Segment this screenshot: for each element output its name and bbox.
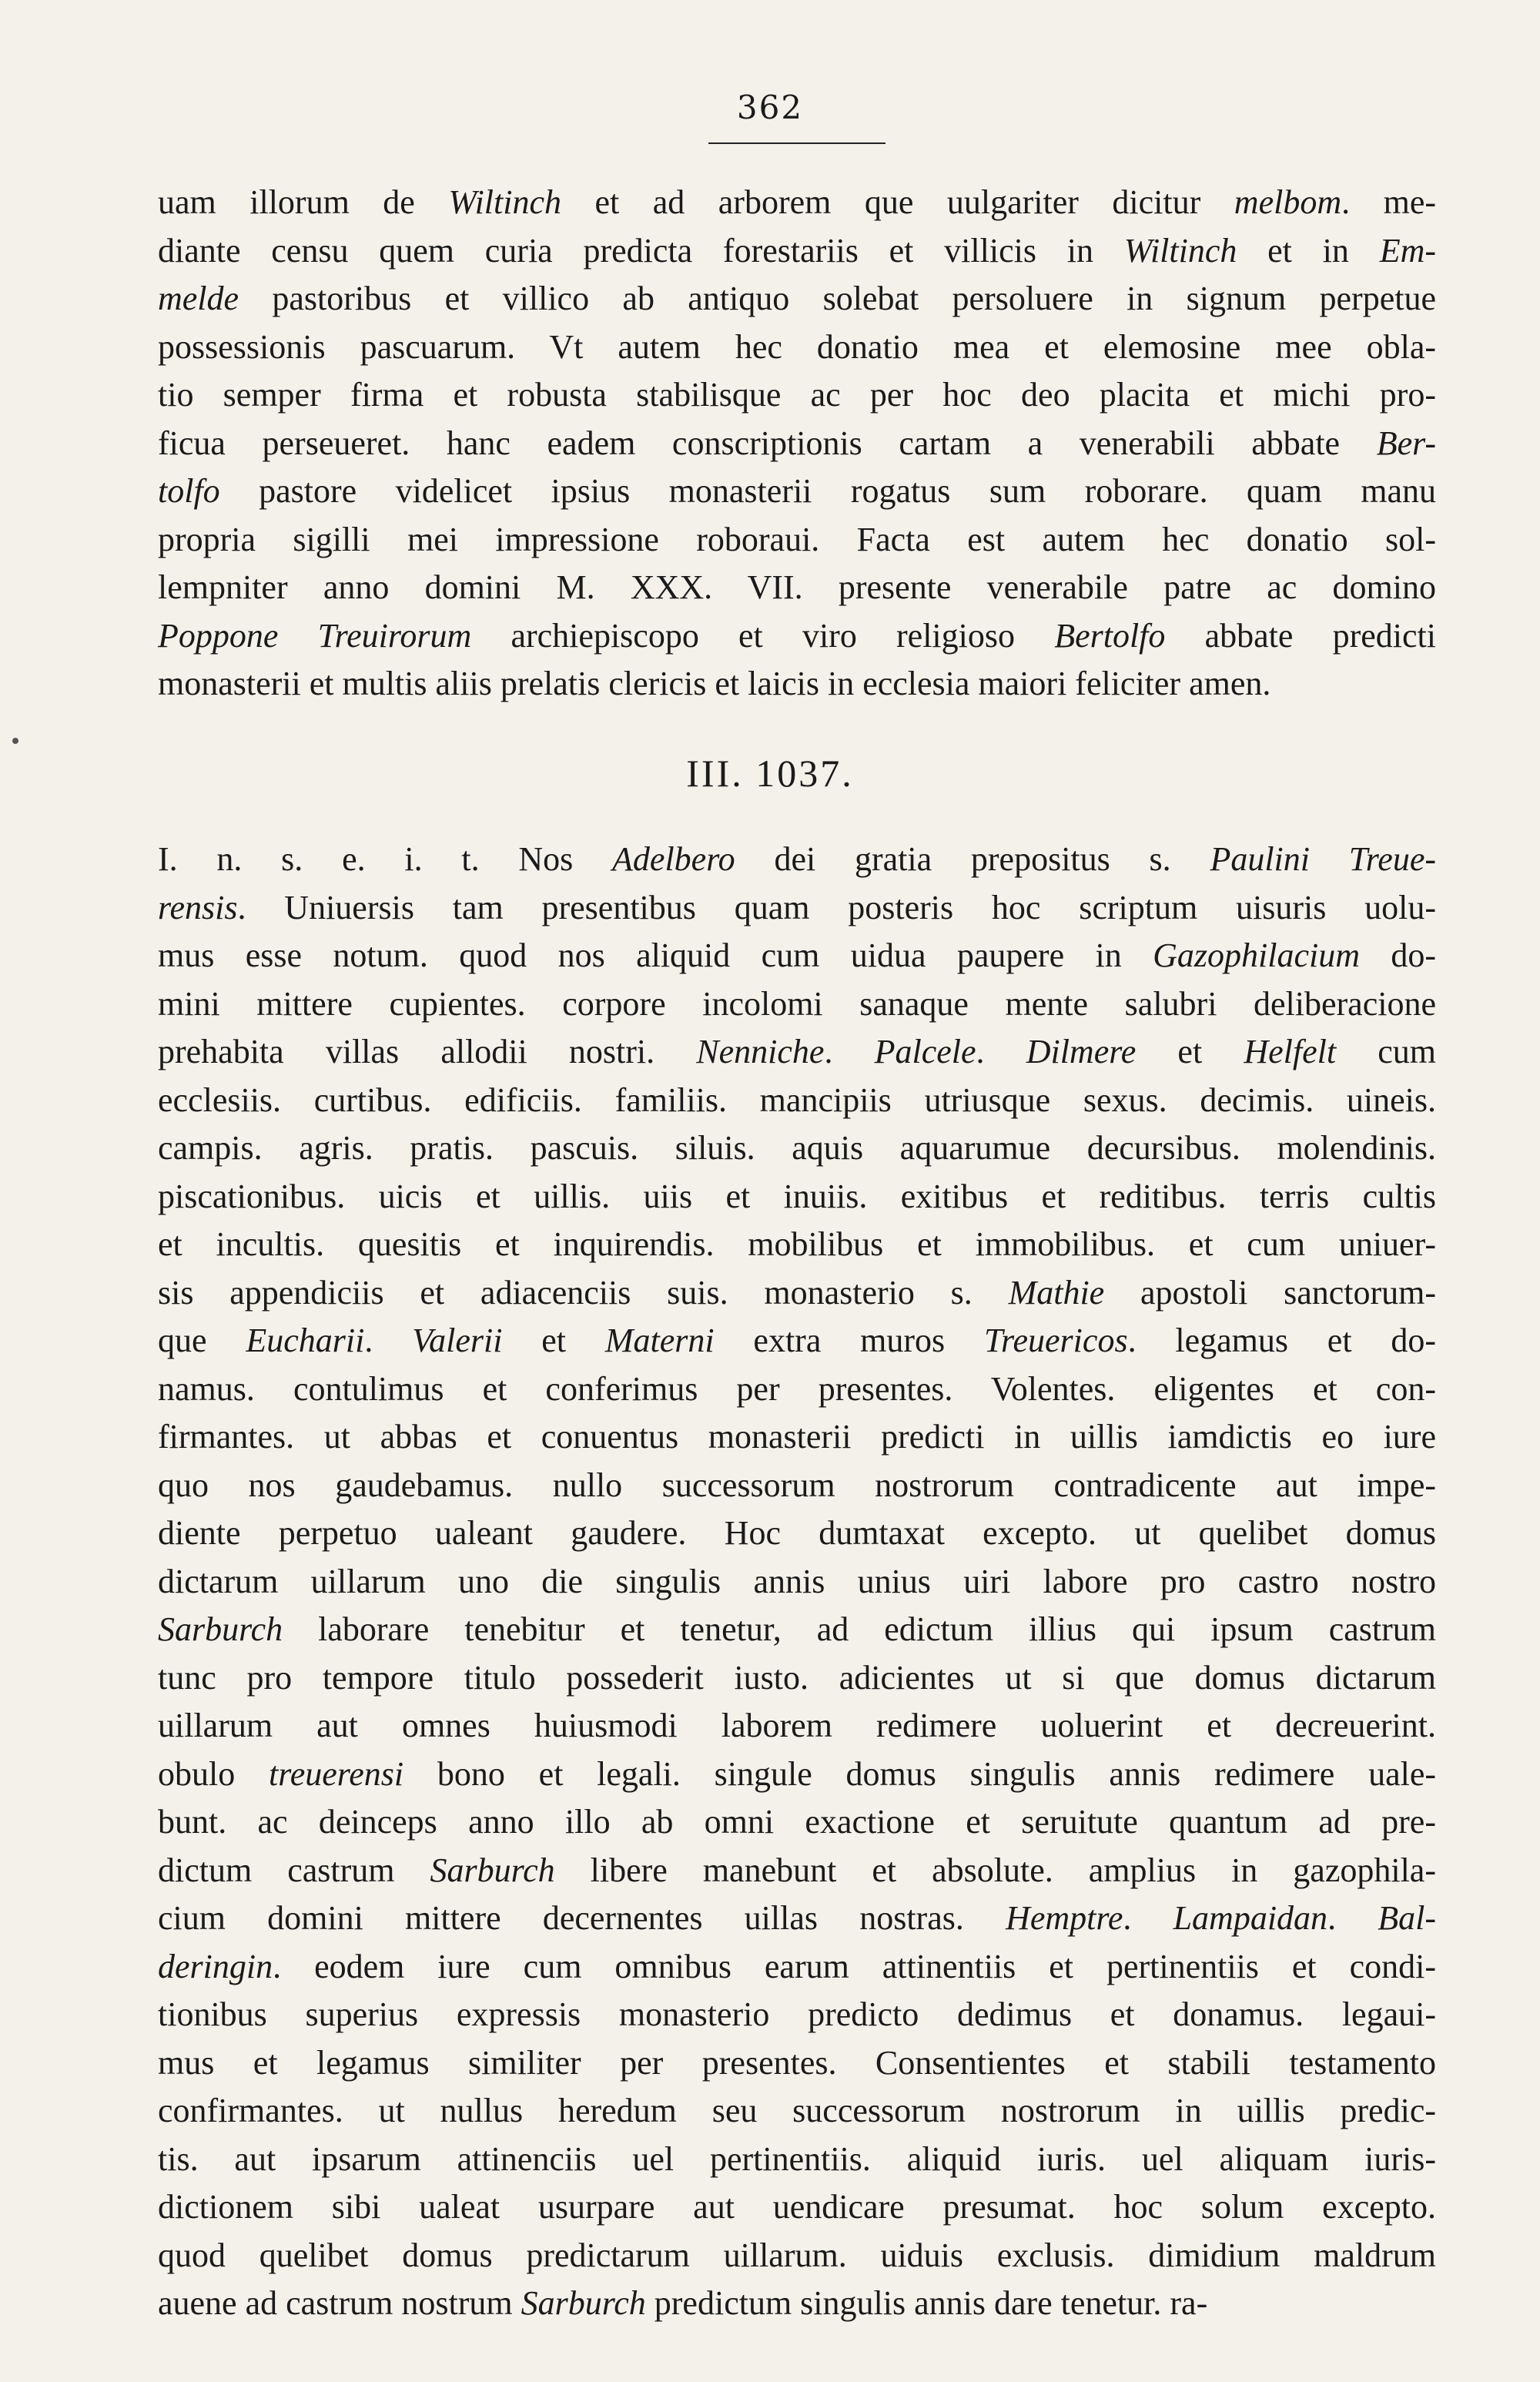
text-line: piscationibus. uicis et uillis. uiis et inuiis. exitibus et reditibus. terris cultis [158,1177,1436,1215]
text-line: obulo treuerensi bono et legali. singule domus singulis annis redimere uale- [158,1754,1436,1793]
text-line: mini mittere cupientes. corpore incolomi sanaque mente salubri deliberacione [158,984,1436,1023]
text-line: campis. agris. pratis. pascuis. siluis. aquis aquarumue decursibus. molendinis. [158,1129,1436,1167]
text-line: tolfo pastore videlicet ipsius monasterii rogatus sum roborare. quam manu [158,472,1436,510]
text-line: bunt. ac deinceps anno illo ab omni exactione et seruitute quantum ad pre- [158,1803,1436,1841]
text-line: diente perpetuo ualeant gaudere. Hoc dumtaxat excepto. ut quelibet domus [158,1514,1436,1552]
text-line: et incultis. quesitis et inquirendis. mobilibus et immobilibus. et cum uniuer- [158,1225,1436,1263]
text-line: dictum castrum Sarburch libere manebunt et absolute. amplius in gazophila- [158,1851,1436,1889]
text-line: uam illorum de Wiltinch et ad arborem que uulgariter dicitur melbom. me- [158,183,1437,221]
text-line: firmantes. ut abbas et conuentus monasterii predicti in uillis iamdictis eo iure [158,1418,1436,1456]
text-line: tis. aut ipsarum attinenciis uel pertinentiis. aliquid iuris. uel aliquam iuris- [158,2139,1436,2178]
text-line: propria sigilli mei impressione roboraui. Facta est autem hec donatio sol- [158,520,1436,558]
text-line: Poppone Treuirorum archiepiscopo et viro religioso Bertolfo abbate predicti [158,616,1436,655]
text-line: possessionis pascuarum. Vt autem hec donatio mea et elemosine mee obla- [158,327,1436,366]
text-line: sis appendiciis et adiacenciis suis. monasterio s. Mathie apostoli sanctorum- [158,1273,1437,1312]
text-line: deringin. eodem iure cum omnibus earum attinentiis et pertinentiis et condi- [158,1947,1436,1985]
text-line: tio semper firma et robusta stabilisque ac per hoc deo placita et michi pro- [158,376,1436,414]
header-rule [708,142,886,144]
text-line: I. n. s. e. i. t. Nos Adelbero dei gratia prepositus s. Paulini Treue- [158,840,1436,878]
charter-text-1037 [158,836,1436,2328]
text-line: lempniter anno domini M. XXX. VII. presente venerabile patre ac domino [158,568,1436,606]
text-line: Sarburch laborare tenebitur et tenetur, ad edictum illius qui ipsum castrum [158,1610,1436,1648]
charter-text-continuation [158,179,1436,709]
text-line: cium domini mittere decernentes uillas nostras. Hemptre. Lampaidan. Bal- [158,1899,1437,1937]
text-line: quod quelibet domus predictarum uillarum. uiduis exclusis. dimidium maldrum [158,2236,1436,2274]
text-line: diante censu quem curia predicta forestariis et villicis in Wiltinch et in Em- [158,231,1436,270]
text-line: ecclesiis. curtibus. edificiis. familiis. mancipiis utriusque sexus. decimis. uineis. [158,1080,1436,1119]
text-line: tionibus superius expressis monasterio predicto dedimus et donamus. legaui- [158,1995,1436,2033]
text-line: tunc pro tempore titulo possederit iusto. adicientes ut si que domus dictarum [158,1658,1436,1697]
text-line: quo nos gaudebamus. nullo successorum nostrorum contradicente aut impe- [158,1466,1436,1504]
text-line: mus et legamus similiter per presentes. Consentientes et stabili testamento [158,2043,1436,2082]
text-line: dictarum uillarum uno die singulis annis unius uiri labore pro castro nostro [158,1562,1436,1600]
text-line: mus esse notum. quod nos aliquid cum uidua paupere in Gazophilacium do- [158,936,1437,974]
text-line: ficua perseueret. hanc eadem conscriptionis cartam a venerabili abbate Ber- [158,424,1436,462]
margin-dot [12,738,18,744]
text-line: namus. contulimus et conferimus per presentes. Volentes. eligentes et con- [158,1369,1436,1408]
text-line: uillarum aut omnes huiusmodi laborem redimere uoluerint et decreuerint. [158,1707,1436,1744]
text-line: rensis. Uniuersis tam presentibus quam posteris hoc scriptum uisuris uolu- [158,888,1436,926]
page-number: 362 [736,89,804,126]
text-line: monasterii et multis aliis prelatis clericis et laicis in ecclesia maiori feliciter amen. [158,665,1271,702]
text-line: melde pastoribus et villico ab antiquo solebat persoluere in signum perpetue [158,280,1436,317]
text-line: auene ad castrum nostrum Sarburch predictum singulis annis dare tenetur. ra- [158,2284,1208,2322]
text-line: dictionem sibi ualeat usurpare aut uendicare presumat. hoc solum excepto. [158,2188,1436,2226]
text-line: que Eucharii. Valerii et Materni extra muros Treuericos. legamus et do- [158,1322,1437,1359]
text-line: confirmantes. ut nullus heredum seu successorum nostrorum in uillis predic- [158,2092,1436,2129]
text-line: prehabita villas allodii nostri. Nenniche. Palcele. Dilmere et Helfelt cum [158,1033,1436,1070]
section-heading: III. 1037. [686,752,854,795]
